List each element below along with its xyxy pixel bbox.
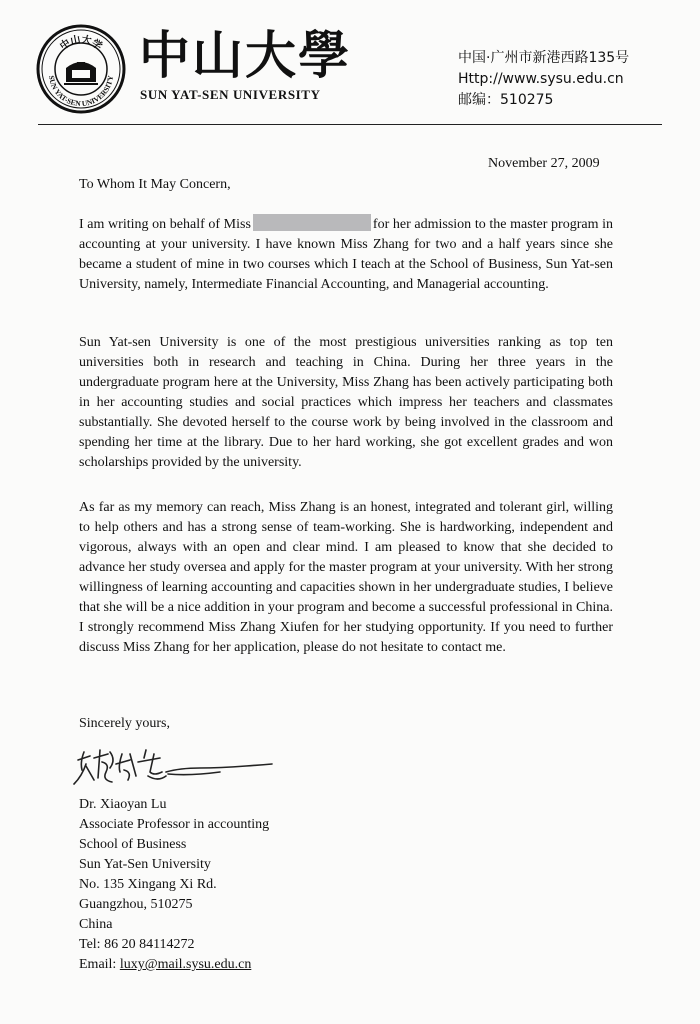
signatory-university: Sun Yat-Sen University	[79, 857, 211, 872]
header-divider	[38, 124, 662, 125]
paragraph-2: Sun Yat-sen University is one of the most prestigious universities ranking as top ten universities both in research and teaching in China. During her three years in the undergraduate program here at the University, Miss Zhang has been actively participating both in her accounting studies and social practices which impress her teachers and classmates substantially. She devoted herself to the course work by being involved in the classroom and spending her time at the library. Due to her hard working, she got excellent grades and won scholarships provided by the university.	[79, 335, 613, 470]
university-name-chinese: 中山大學	[139, 26, 352, 86]
email-link[interactable]: luxy@mail.sysu.edu.cn	[119, 957, 252, 972]
signature-block	[79, 795, 269, 975]
signatory-street: No. 135 Xingang Xi Rd.	[79, 877, 217, 892]
letterhead	[0, 0, 700, 128]
website-line: Http://www.sysu.edu.cn	[458, 71, 624, 87]
signatory-tel: Tel: 86 20 84114272	[79, 937, 195, 952]
letterhead-contact	[458, 48, 629, 111]
handwritten-signature	[70, 742, 280, 790]
letter-date: November 27, 2009	[488, 156, 600, 171]
signatory-title: Associate Professor in accounting	[79, 817, 270, 832]
paragraph-3: As far as my memory can reach, Miss Zhang is an honest, integrated and tolerant girl, willing to help others and has a strong sense of team-working. She is hardworking, independent and vigorous, always with an open and clear mind. I am pleased to know that she decided to advance her study oversea and apply for the master program at your university. With her strong willingness of learning accounting and capacities shown in her undergraduate studies, I believe that she will be a nice addition in your program and become a successful professional in China. I strongly recommend Miss Zhang Xiufen for her studying opportunity. If you need to further discuss Miss Zhang for her application, please do not hesitate to contact me.	[79, 500, 613, 655]
signatory-name: Dr. Xiaoyan Lu	[79, 797, 167, 812]
signatory-country: China	[79, 917, 113, 932]
email-label: Email:	[79, 957, 120, 972]
signatory-city: Guangzhou, 510275	[79, 897, 193, 912]
signatory-school: School of Business	[79, 837, 187, 852]
svg-text:SUN YAT-SEN UNIVERSITY: SUN YAT-SEN UNIVERSITY	[46, 74, 116, 109]
university-name-english: SUN YAT-SEN UNIVERSITY	[140, 87, 321, 102]
postcode-line: 邮编：510275	[458, 92, 554, 108]
university-seal-icon	[36, 24, 126, 114]
svg-text:中山大学: 中山大学	[58, 34, 104, 53]
signatory-email-line	[79, 955, 269, 975]
paragraph-1-rest: for her admission to the master program in accounting at your university. I have known Miss Zhang for two and a half years since she became a student of mine in two courses which I teach at the School of Business, Sun Yat-sen University, namely, Intermediate Financial Accounting, and Managerial accounting.	[79, 217, 613, 292]
redacted-name	[253, 214, 371, 231]
paragraph-1-start: I am writing on behalf of Miss	[79, 217, 251, 232]
salutation: To Whom It May Concern,	[79, 177, 231, 192]
closing: Sincerely yours,	[79, 716, 170, 731]
paragraph-1	[79, 214, 613, 295]
address-line: 中国·广州市新港西路135号	[458, 50, 630, 66]
